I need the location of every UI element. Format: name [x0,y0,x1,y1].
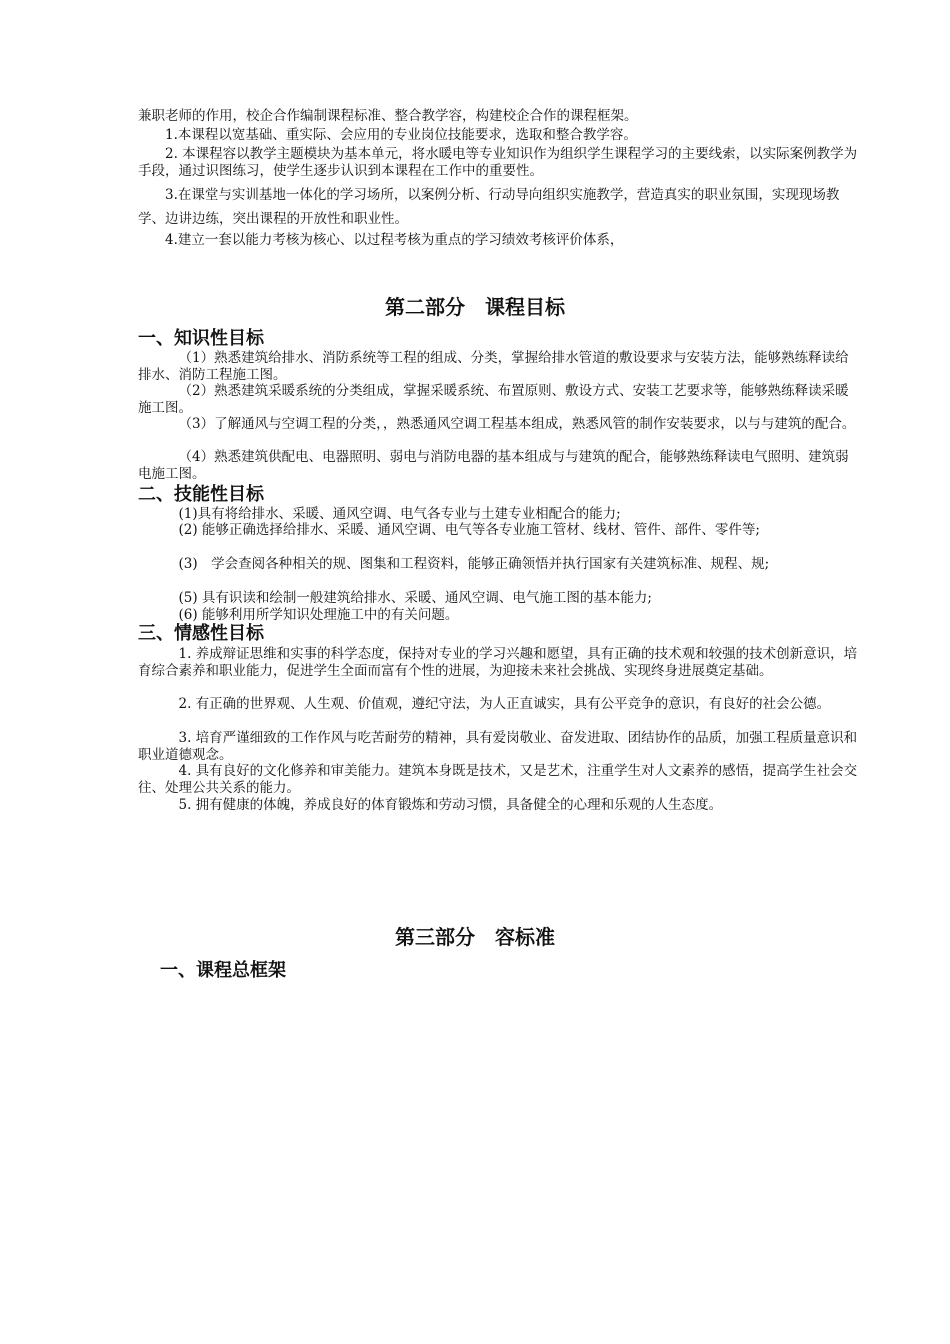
intro-paragraph-1: 1.本课程以宽基础、重实际、会应用的专业岗位技能要求，选取和整合教学容。 [165,127,637,143]
intro-paragraph-3: 3.在课堂与实训基地一体化的学习场所，以案例分析、行动导向组织实施教学，营造真实的职业氛围，实现现场教学、边讲边练，突出课程的开放性和职业性。 [138,187,840,227]
part3-title: 第三部分 容标准 [395,925,555,949]
part2-title: 第二部分 课程目标 [385,295,565,319]
emotion-heading: 三、情感性目标 [138,623,264,644]
emotion-item: 3. 培育严谨细致的工作作风与吃苦耐劳的精神，具有爱岗敬业、奋发进取、团结协作的品质，加强工程质量意识和职业道德观念。 [138,730,858,763]
skill-item: (2) 能够正确选择给排水、采暖、通风空调、电气等各专业施工管材、线材、管件、部件、零件等; [178,522,760,538]
skill-item: (1)具有将给排水、采暖、通风空调、电气各专业与土建专业相配合的能力; [178,506,621,522]
skill-item: (3) 学会查阅各种相关的规、图集和工程资料，能够正确领悟并执行国家有关建筑标准、规程、规; [178,556,770,572]
knowledge-item: （3）了解通风与空调工程的分类，，熟悉通风空调工程基本组成，熟悉风管的制作安装要求，以与与建筑的配合。 [178,416,856,432]
knowledge-item: （1）熟悉建筑给排水、消防系统等工程的组成、分类，掌握给排水管道的敷设要求与安装方法，能够熟练释读给排水、消防工程施工图。 [138,350,849,383]
emotion-item: 1. 养成辩证思维和实事的科学态度，保持对专业的学习兴趣和愿望，具有正确的技术观和较强的技术创新意识，培育综合素养和职业能力，促进学生全面而富有个性的进展，为迎接未来社会挑战、实现终身进展奠定基础。 [138,646,858,679]
emotion-item: 2. 有正确的世界观、人生观、价值观，遵纪守法，为人正直诚实，具有公平竞争的意识，有良好的社会公德。 [178,696,831,712]
emotion-item: 5. 拥有健康的体魄，养成良好的体育锻炼和劳动习惯，具备健全的心理和乐观的人生态度。 [178,797,723,813]
intro-continuation: 兼职老师的作用，校企合作编制课程标准、整合教学容，构建校企合作的课程框架。 [138,108,638,124]
emotion-item: 4. 具有良好的文化修养和审美能力。建筑本身既是技术，又是艺术，注重学生对人文素养的感悟，提高学生社会交往、处理公共关系的能力。 [138,763,858,796]
framework-heading: 一、课程总框架 [160,960,286,981]
skill-heading: 二、技能性目标 [138,484,264,505]
knowledge-item: （2）熟悉建筑采暖系统的分类组成，掌握采暖系统、布置原则、敷设方式、安装工艺要求等，能够熟练释读采暖施工图。 [138,383,849,416]
intro-paragraph-4: 4.建立一套以能力考核为核心、以过程考核为重点的学习绩效考核评价体系， [165,232,624,248]
intro-paragraph-2: 2. 本课程容以教学主题模块为基本单元，将水暖电等专业知识作为组织学生课程学习的主要线索，以实际案例教学为手段，通过识图练习，使学生逐步认识到本课程在工作中的重要性。 [138,146,858,179]
skill-item: (6) 能够利用所学知识处理施工中的有关问题。 [178,607,459,623]
knowledge-item: （4）熟悉建筑供配电、电器照明、弱电与消防电器的基本组成与与建筑的配合，能够熟练释读电气照明、建筑弱电施工图。 [138,449,849,482]
skill-item: (5) 具有识读和绘制一般建筑给排水、采暖、通风空调、电气施工图的基本能力; [178,590,652,606]
knowledge-heading: 一、知识性目标 [138,328,264,349]
